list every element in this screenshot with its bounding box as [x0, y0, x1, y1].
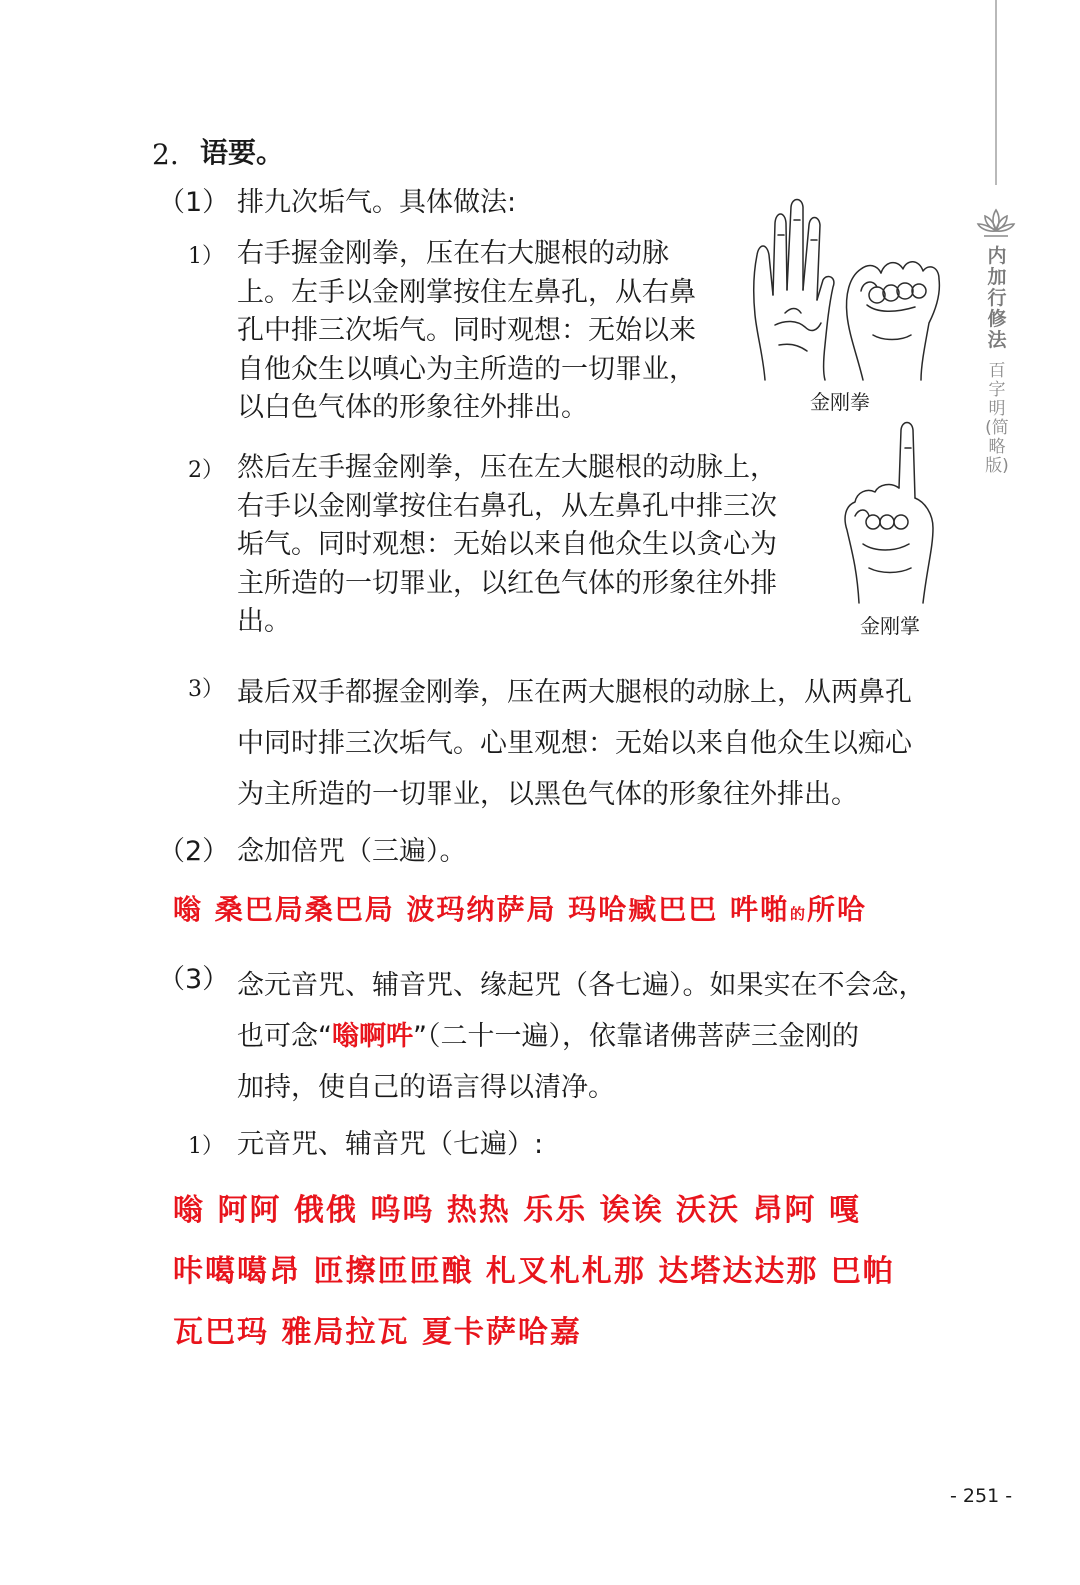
text-line: 孔中排三次垢气。同时观想：无始以来 [237, 315, 696, 346]
sub-2-number: 2） [188, 458, 224, 483]
text-line: 念元音咒、辅音咒、缘起咒（各七遍）。如果实在不会念， [237, 970, 926, 1001]
vajra-fist-illustration [745, 195, 950, 385]
text-line: 为主所造的一切罪业，以黑色气体的形象往外排出。 [237, 779, 858, 810]
vajra-palm-illustration [835, 418, 950, 608]
fist-caption: 金刚拳 [810, 390, 870, 414]
item-1-heading: 排九次垢气。具体做法: [237, 187, 517, 218]
text-line: 垢气。同时观想：无始以来自他众生以贪心为 [237, 529, 777, 560]
text-line: 最后双手都握金刚拳，压在两大腿根的动脉上，从两鼻孔 [237, 677, 912, 708]
item-3-label: （3） [158, 964, 230, 995]
sub-1-paragraph [237, 235, 696, 428]
quote-close: ”（二十一遍），依靠诸佛菩萨三金刚的 [413, 1021, 859, 1052]
text-line: 出。 [237, 606, 291, 637]
mantra-small-text: 的 [790, 905, 808, 923]
vowel-consonant-mantra [173, 1180, 895, 1363]
item-1-label: （1） [158, 187, 230, 218]
text-line [237, 1011, 926, 1062]
sub-3-number: 3） [188, 677, 224, 702]
om-ah-hum-mantra: 嗡啊吽 [332, 1021, 413, 1052]
sub-2-paragraph [237, 449, 777, 642]
lotus-icon [976, 206, 1016, 242]
item-2-label: （2） [158, 836, 230, 867]
section-number: 2. [152, 138, 179, 171]
text-line: 右手以金刚掌按住右鼻孔，从左鼻孔中排三次 [237, 490, 777, 522]
mantra-text: 嗡 桑巴局桑巴局 波玛纳萨局 玛哈臧巴巴 吽啪 [173, 893, 790, 926]
side-title: 内加行修法 [987, 245, 1007, 351]
side-subtitle: 百字明(简略版) [985, 361, 1009, 476]
sub-1-number: 1） [188, 244, 224, 269]
text-line: 然后左手握金刚拳，压在左大腿根的动脉上， [237, 452, 777, 483]
page-number: - 251 - [950, 1485, 1013, 1507]
palm-caption: 金刚掌 [860, 614, 920, 638]
item-3-paragraph [237, 960, 926, 1113]
text-line: 上。左手以金刚掌按住左鼻孔，从右鼻 [237, 276, 696, 308]
section-title: 语要。 [200, 136, 285, 169]
text-line: 右手握金刚拳，压在右大腿根的动脉 [237, 238, 669, 269]
text-line: 以白色气体的形象往外排出。 [237, 392, 588, 423]
quote-open: 也可念“ [237, 1021, 332, 1052]
item-2-text: 念加倍咒（三遍）。 [237, 836, 467, 867]
mantra-line: 嗡 阿阿 俄俄 呜呜 热热 乐乐 诶诶 沃沃 昂阿 嘎 [173, 1193, 861, 1228]
margin-rule [995, 0, 997, 185]
text-line: 加持，使自己的语言得以清净。 [237, 1072, 615, 1103]
mantra-text: 所哈 [807, 893, 868, 926]
mantra-line: 咔噶噶昂 匝擦匝匝酿 札叉札札那 达塔达达那 巴帕 [173, 1254, 895, 1289]
mantra-line: 瓦巴玛 雅局拉瓦 夏卡萨哈嘉 [173, 1315, 582, 1350]
text-line: 自他众生以嗔心为主所造的一切罪业， [237, 353, 696, 385]
sub-3-paragraph [237, 667, 912, 820]
text-line: 中同时排三次垢气。心里观想：无始以来自他众生以痴心 [237, 728, 912, 759]
sub-3-1-text: 元音咒、辅音咒（七遍）: [237, 1129, 544, 1160]
text-line: 主所造的一切罪业，以红色气体的形象往外排 [237, 567, 777, 599]
hundredfold-mantra [173, 890, 867, 934]
sub-3-1-number: 1） [188, 1134, 224, 1159]
